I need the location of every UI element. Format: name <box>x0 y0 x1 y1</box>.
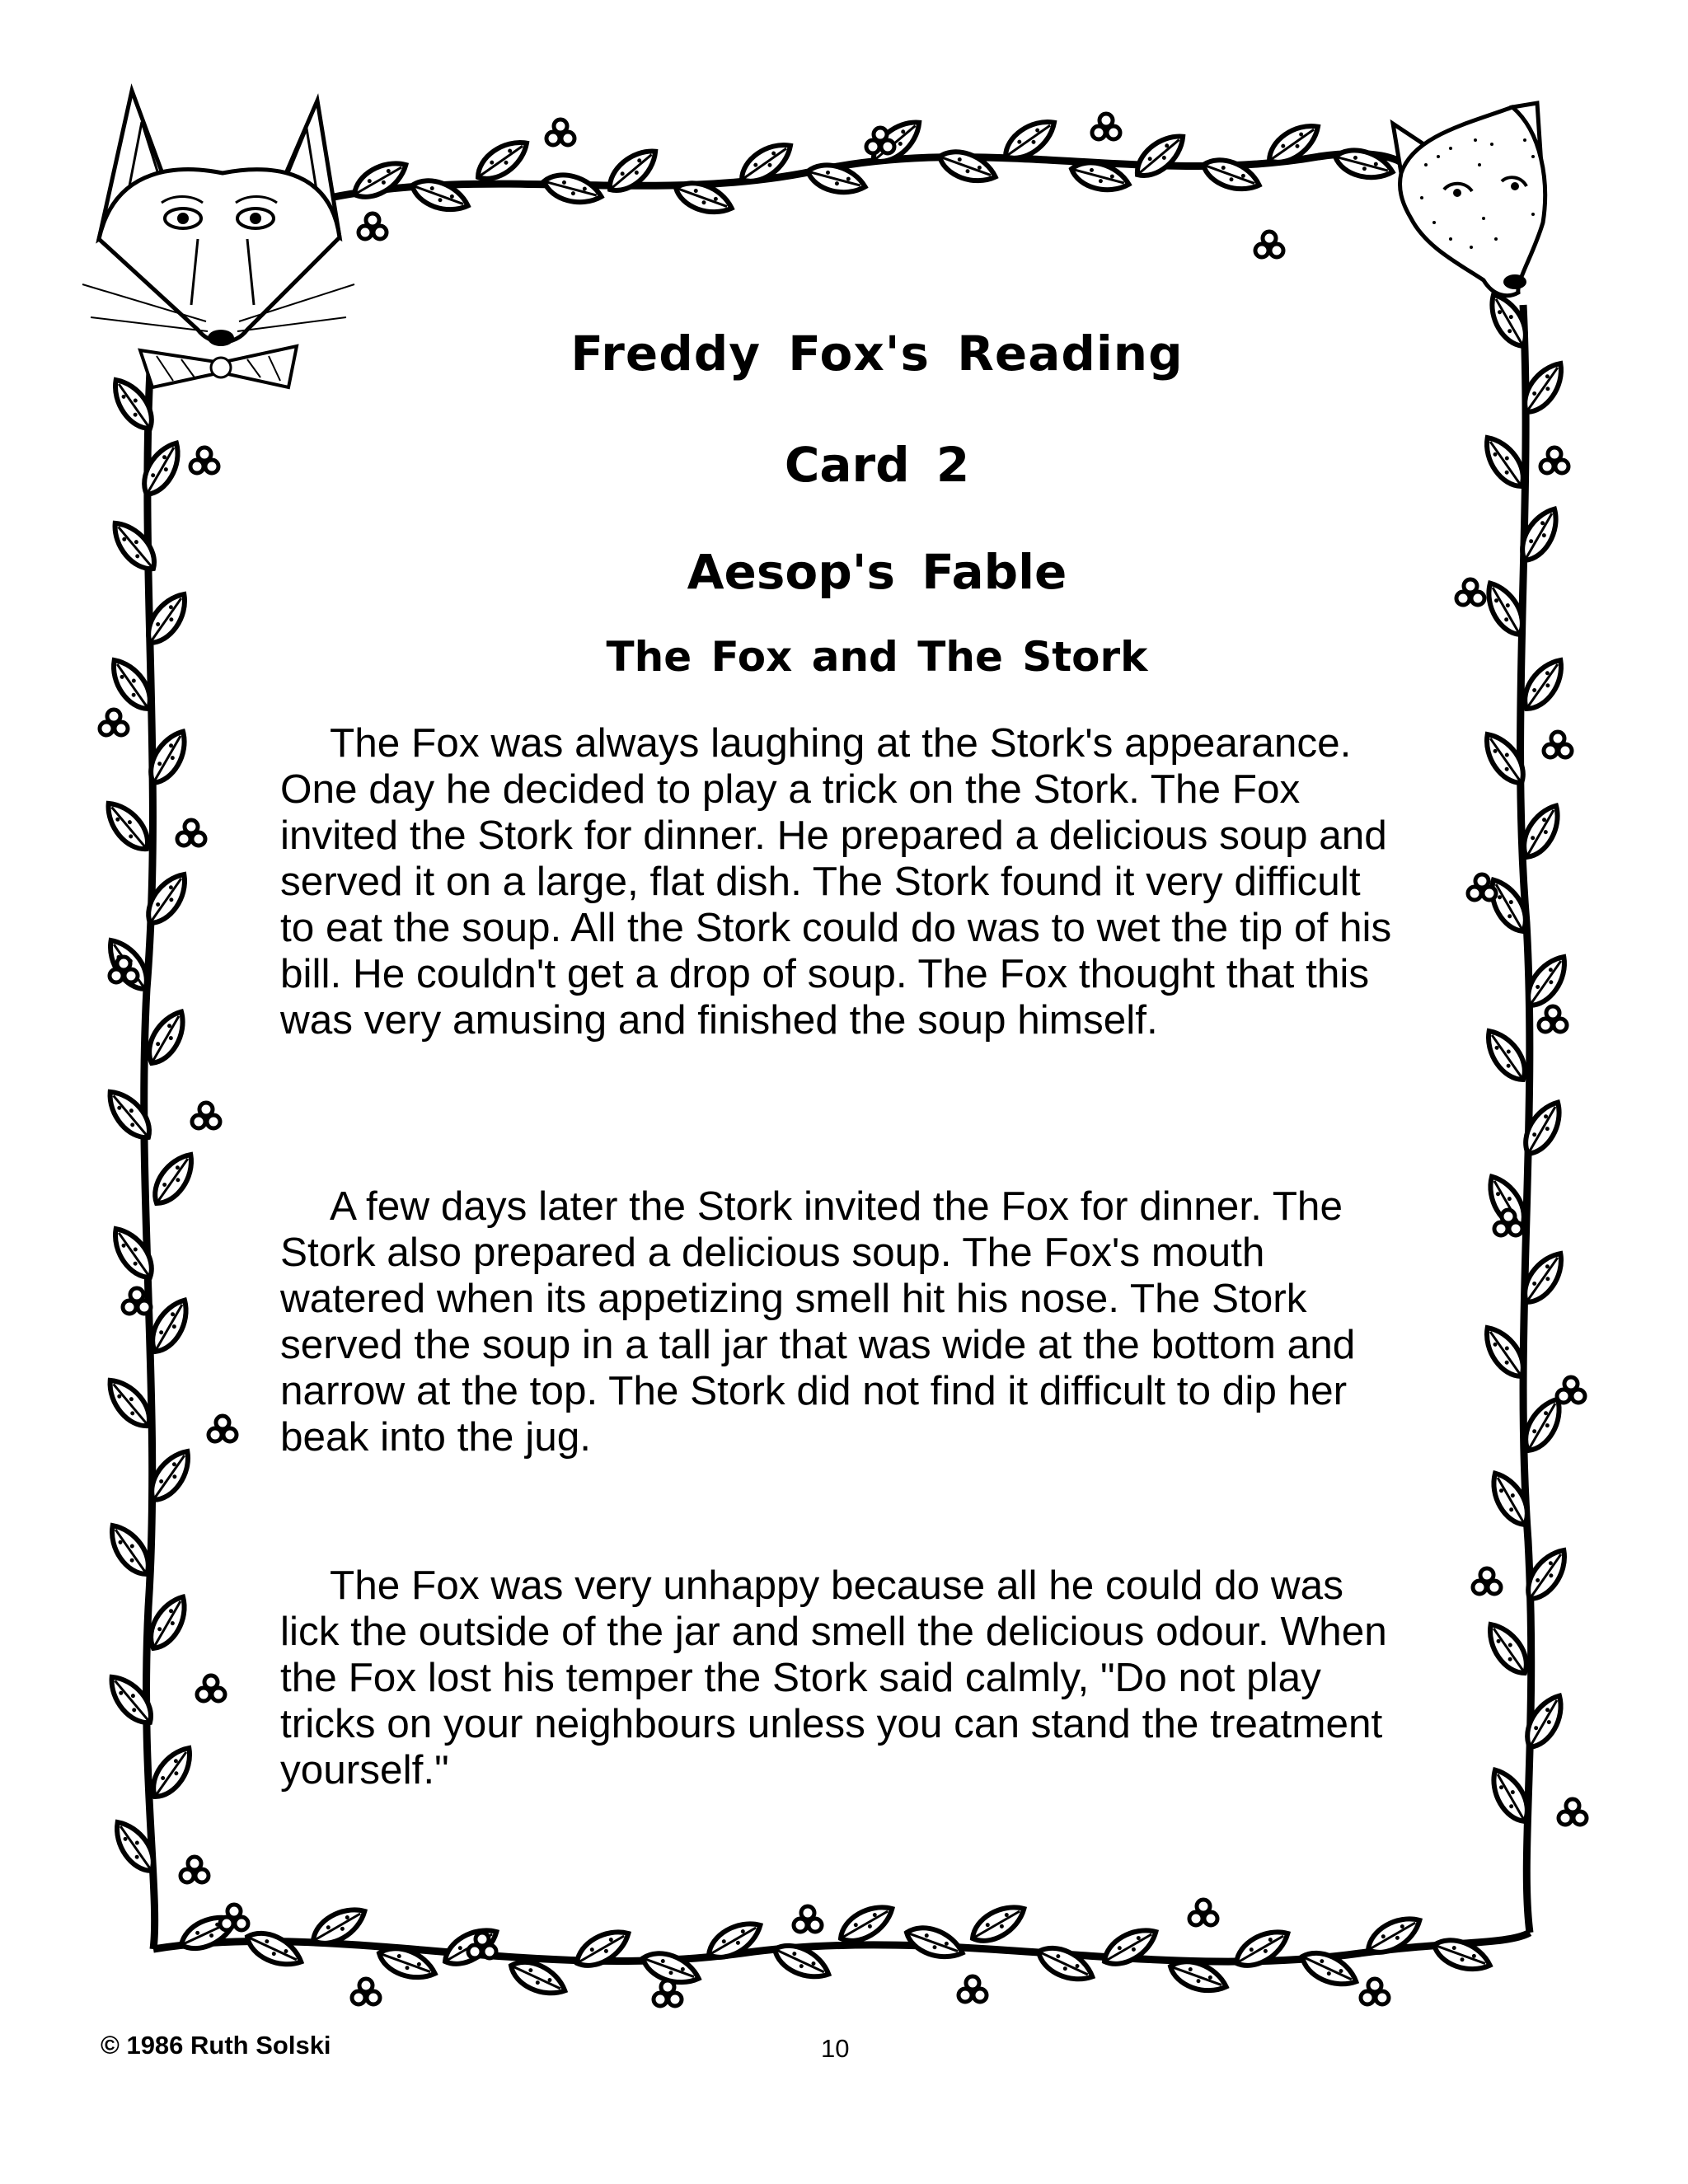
reading-card-title: Freddy Fox's Reading <box>570 326 1184 382</box>
left-vine <box>99 371 237 1949</box>
bottom-garland <box>153 1898 1530 2006</box>
story-title: The Fox and The Stork <box>606 633 1148 681</box>
copyright-notice: © 1986 Ruth Solski <box>101 2031 331 2060</box>
story-paragraph-2: A few days later the Stork invited the Fox for dinner. The Stork also prepared a delicious soup. The Fox's mouth watered when its appetizing smell hit his nose. The Stork served the soup in a tall jar that was wide at the bottom and narrow at the top. The Stork did not find it difficult to dip her beak into the jug. <box>280 1183 1356 1460</box>
right-vine <box>1456 288 1587 1933</box>
card-number: Card 2 <box>784 437 970 493</box>
realistic-fox-head-icon <box>1393 103 1545 296</box>
series-title: Aesop's Fable <box>687 544 1067 600</box>
story-paragraph-1: The Fox was always laughing at the Stork's appearance. One day he decided to play a trick on the Stork. The Fox invited the Stork for dinner. He prepared a delicious soup and served it on a large, flat dish. The Stork found it very difficult to eat the soup. All the Stork could do was to wet the tip of his bill. He couldn't get a drop of soup. The Fox thought that this was very amusing and finished the soup himself. <box>280 720 1392 1043</box>
top-garland <box>330 112 1405 257</box>
page-number: 10 <box>821 2034 850 2063</box>
story-paragraph-3: The Fox was very unhappy because all he could do was lick the outside of the jar and smell the delicious odour. When the Fox lost his temper the Stork said calmly, "Do not play tricks on your neighbours unless you can stand the treatment yourself." <box>280 1563 1387 1793</box>
